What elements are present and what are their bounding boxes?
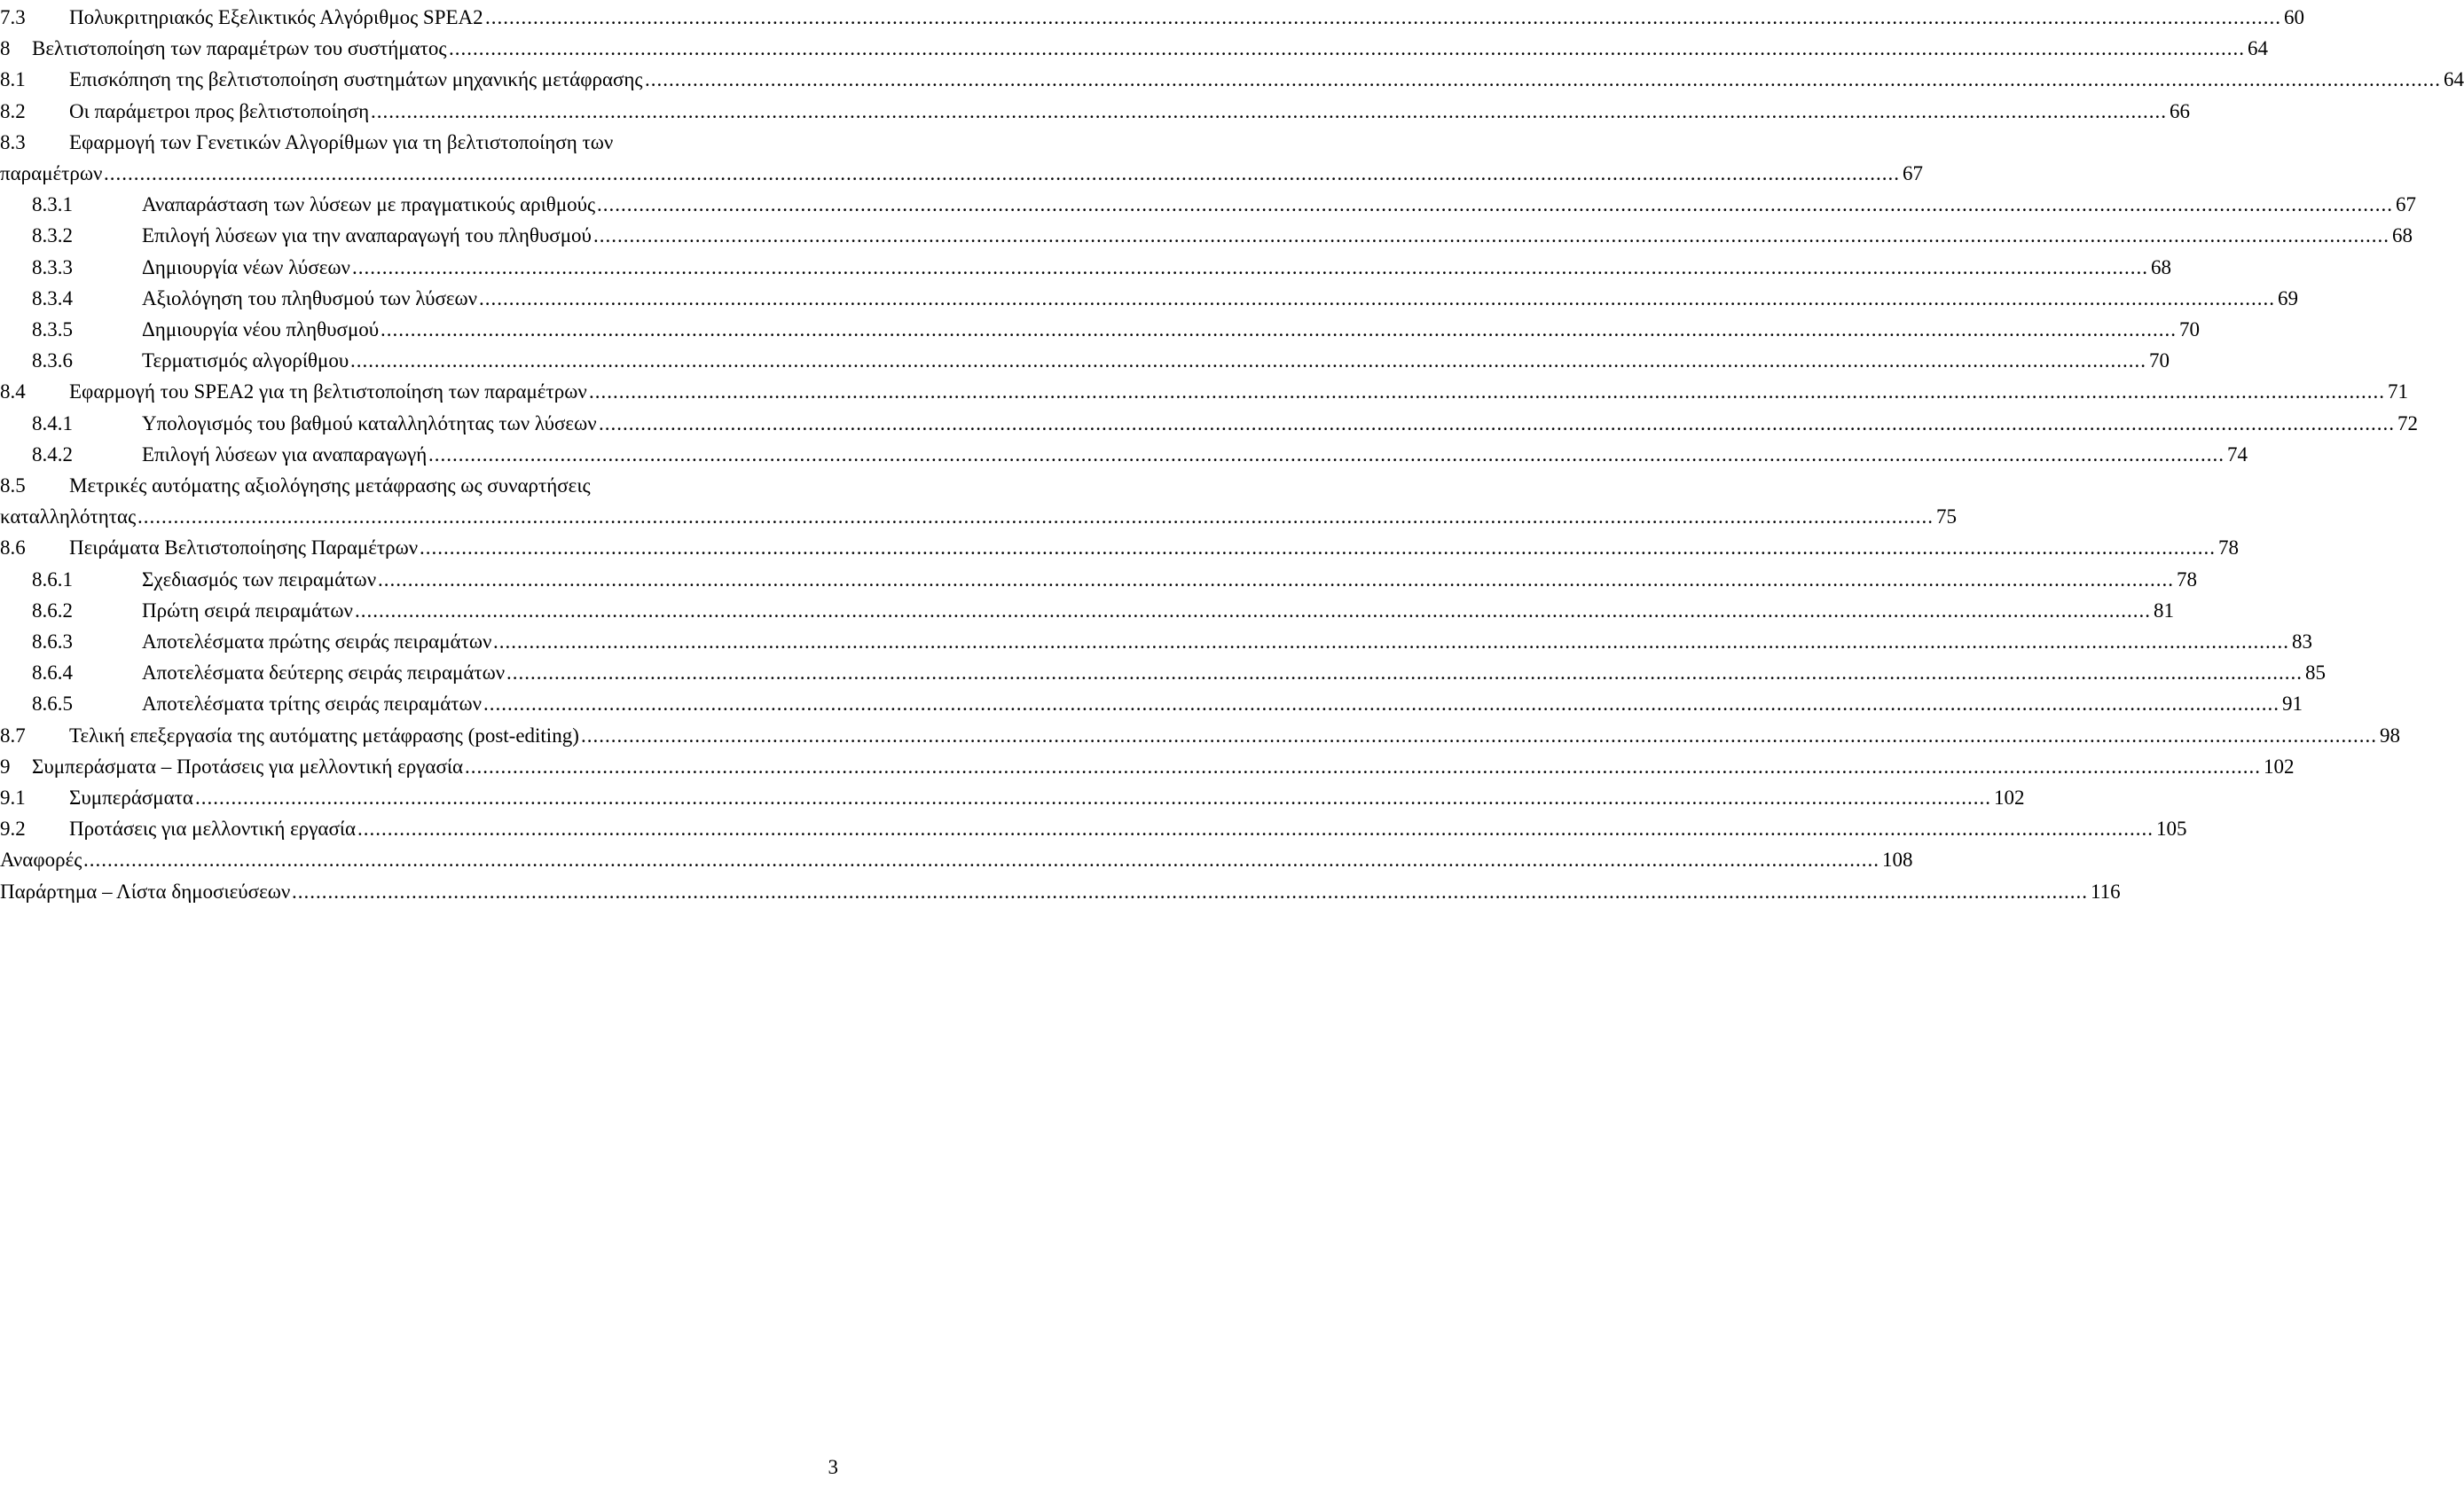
toc-title-continuation: παραμέτρων [0, 162, 103, 184]
toc-title: Τερματισμός αλγορίθμου [142, 349, 349, 372]
toc-page-number: 67 [1903, 162, 1923, 184]
toc-number: 8.3.3 [32, 255, 73, 278]
toc-entry[interactable] [0, 33, 2268, 64]
toc-number: 8.4.1 [32, 411, 73, 434]
toc-number: 8.1 [0, 68, 26, 91]
toc-page-number: 68 [2151, 255, 2171, 278]
toc-title: Αποτελέσματα πρώτης σειράς πειραμάτων [142, 630, 492, 653]
toc-number: 8.6.2 [32, 599, 73, 622]
toc-title: Τελική επεξεργασία της αυτόματης μετάφρασης (post-editing) [69, 724, 579, 747]
toc-title: Υπολογισμός του βαθμού καταλληλότητας των λύσεων [142, 411, 597, 434]
dot-leader: ............................................................................................................................................................................................................................................................................................................ [420, 536, 2216, 560]
toc-number: 8 [0, 37, 11, 60]
toc-number: 8.6.4 [32, 661, 73, 685]
toc-number: 8.2 [0, 99, 26, 122]
toc-title: Επιλογή λύσεων για την αναπαραγωγή του πληθυσμού [142, 224, 592, 247]
toc-title: Αναφορές [0, 849, 82, 872]
dot-leader: ............................................................................................................................................................................................................................................................................................................ [381, 318, 2177, 340]
toc-number: 7.3 [0, 6, 26, 28]
toc-page-number: 68 [2392, 224, 2413, 247]
toc-entry[interactable] [0, 657, 2326, 688]
toc-page-number: 74 [2227, 442, 2248, 466]
toc-entry[interactable] [0, 96, 2190, 127]
toc-title: Δημιουργία νέου πληθυσμού [142, 318, 380, 340]
toc-number: 8.4.2 [32, 442, 73, 466]
toc-entry[interactable] [0, 720, 2400, 751]
toc-title: Μετρικές αυτόματης αξιολόγησης μετάφρασης ως συναρτήσεις [69, 474, 591, 497]
toc-page-number: 64 [2444, 68, 2464, 91]
dot-leader: ............................................................................................................................................................................................................................................................................................................ [483, 693, 2280, 716]
toc-page-number: 83 [2292, 630, 2312, 653]
toc-entry[interactable] [0, 64, 2464, 95]
dot-leader: ............................................................................................................................................................................................................................................................................................................ [465, 755, 2261, 778]
page-number: 3 [828, 1456, 838, 1478]
toc-page-number: 91 [2282, 693, 2303, 716]
toc-entry[interactable] [0, 220, 2413, 251]
toc-number: 8.6.5 [32, 693, 73, 716]
dot-leader: ............................................................................................................................................................................................................................................................................................................ [83, 849, 1879, 872]
dot-leader: ............................................................................................................................................................................................................................................................................................................ [292, 880, 2088, 903]
toc-title: Πολυκριτηριακός Εξελικτικός Αλγόριθμος SPEA2 [69, 6, 483, 28]
dot-leader: ............................................................................................................................................................................................................................................................................................................ [506, 661, 2303, 685]
toc-entry[interactable] [0, 345, 2170, 376]
toc-title: Αποτελέσματα τρίτης σειράς πειραμάτων [142, 693, 483, 716]
toc-entry[interactable] [0, 2, 2304, 33]
toc-entry[interactable] [0, 564, 2197, 595]
dot-leader: ............................................................................................................................................................................................................................................................................................................ [350, 349, 2146, 372]
toc-entry[interactable] [0, 439, 2248, 470]
toc-number: 8.4 [0, 380, 26, 403]
toc-title: Αξιολόγηση του πληθυσμού των λύσεων [142, 286, 478, 309]
toc-number: 8.3.1 [32, 193, 73, 216]
toc-number: 8.3.5 [32, 318, 73, 340]
toc-page-number: 105 [2156, 818, 2187, 841]
toc-entry[interactable] [0, 751, 2295, 782]
toc-entry[interactable] [0, 813, 2187, 844]
toc-title: Αναπαράσταση των λύσεων με πραγματικούς αριθμούς [142, 193, 596, 216]
toc-page-number: 70 [2149, 349, 2170, 372]
toc-page-number: 78 [2177, 567, 2197, 591]
toc-number: 9.2 [0, 818, 26, 841]
dot-leader: ............................................................................................................................................................................................................................................................................................................ [428, 442, 2225, 466]
toc-page-number: 70 [2179, 318, 2200, 340]
toc-number: 8.6 [0, 536, 26, 560]
toc-page-number: 108 [1882, 849, 1913, 872]
toc-number: 8.7 [0, 724, 26, 747]
toc-title: Εφαρμογή των Γενετικών Αλγορίθμων για τη βελτιστοποίηση των [69, 130, 614, 153]
dot-leader: ............................................................................................................................................................................................................................................................................................................ [449, 37, 2245, 60]
toc-page-number: 71 [2388, 380, 2408, 403]
toc-page-number: 85 [2305, 661, 2326, 685]
toc-page-number: 72 [2397, 411, 2418, 434]
toc-page-number: 66 [2170, 99, 2190, 122]
dot-leader: ............................................................................................................................................................................................................................................................................................................ [378, 567, 2174, 591]
toc-entry[interactable] [0, 283, 2298, 314]
toc-number: 8.6.1 [32, 567, 73, 591]
toc-entry-continuation[interactable] [0, 501, 1957, 532]
toc-page-number: 64 [2248, 37, 2268, 60]
toc-title: Επιλογή λύσεων για αναπαραγωγή [142, 442, 428, 466]
toc-title: Οι παράμετροι προς βελτιστοποίηση [69, 99, 370, 122]
dot-leader: ............................................................................................................................................................................................................................................................................................................ [581, 724, 2377, 747]
toc-entry[interactable] [0, 252, 2171, 283]
dot-leader: ............................................................................................................................................................................................................................................................................................................ [104, 162, 1900, 184]
toc-number: 9.1 [0, 787, 26, 809]
dot-leader: ............................................................................................................................................................................................................................................................................................................ [355, 599, 2151, 622]
dot-leader: ............................................................................................................................................................................................................................................................................................................ [357, 818, 2154, 841]
toc-title: Βελτιστοποίηση των παραμέτρων του συστήματος [32, 37, 447, 60]
dot-leader: ............................................................................................................................................................................................................................................................................................................ [485, 6, 2281, 28]
toc-page-number: 116 [2091, 880, 2121, 903]
toc-entry[interactable] [0, 532, 2239, 563]
toc-entry[interactable] [0, 626, 2312, 657]
toc-entry[interactable] [0, 782, 2025, 813]
toc-title: Πειράματα Βελτιστοποίησης Παραμέτρων [69, 536, 419, 560]
toc-number: 8.3 [0, 130, 26, 153]
dot-leader: ............................................................................................................................................................................................................................................................................................................ [597, 193, 2393, 216]
toc-title: Αποτελέσματα δεύτερης σειράς πειραμάτων [142, 661, 506, 685]
toc-entry-continuation[interactable] [0, 158, 1923, 189]
toc-page-number: 67 [2396, 193, 2416, 216]
toc-title: Πρώτη σειρά πειραμάτων [142, 599, 353, 622]
toc-page-number: 81 [2154, 599, 2174, 622]
toc-entry[interactable] [0, 688, 2303, 719]
toc-number: 8.3.2 [32, 224, 73, 247]
toc-number: 8.3.4 [32, 286, 73, 309]
toc-title: Εφαρμογή του SPEA2 για τη βελτιστοποίηση των παραμέτρων [69, 380, 587, 403]
toc-entry[interactable] [0, 376, 2408, 407]
toc-title: Προτάσεις για μελλοντική εργασία [69, 818, 357, 841]
toc-number: 8.5 [0, 474, 26, 497]
toc-title: Παράρτημα – Λίστα δημοσιεύσεων [0, 880, 291, 903]
dot-leader: ............................................................................................................................................................................................................................................................................................................ [137, 505, 1934, 528]
toc-entry[interactable] [0, 470, 795, 501]
dot-leader: ............................................................................................................................................................................................................................................................................................................ [593, 224, 2389, 247]
toc-number: 8.3.6 [32, 349, 73, 372]
toc-title: Συμπεράσματα [69, 787, 193, 809]
toc-entry[interactable] [0, 876, 2121, 907]
toc-page-number: 78 [2218, 536, 2239, 560]
dot-leader: ............................................................................................................................................................................................................................................................................................................ [195, 787, 1991, 809]
toc-entry[interactable] [0, 314, 2200, 345]
toc-entry[interactable] [0, 595, 2174, 626]
dot-leader: ............................................................................................................................................................................................................................................................................................................ [645, 68, 2441, 91]
dot-leader: ............................................................................................................................................................................................................................................................................................................ [371, 99, 2167, 122]
toc-page-number: 69 [2278, 286, 2298, 309]
toc-page-number: 98 [2380, 724, 2400, 747]
toc-entry[interactable] [0, 408, 2418, 439]
toc-page-number: 75 [1936, 505, 1957, 528]
toc-entry[interactable] [0, 189, 2416, 220]
toc-page-number: 102 [2264, 755, 2295, 778]
dot-leader: ............................................................................................................................................................................................................................................................................................................ [352, 255, 2148, 278]
toc-entry[interactable] [0, 844, 1913, 875]
toc-page-number: 60 [2284, 6, 2304, 28]
toc-title: Δημιουργία νέων λύσεων [142, 255, 350, 278]
toc-title-continuation: καταλληλότητας [0, 505, 137, 528]
toc-entry[interactable] [0, 127, 795, 158]
toc-number: 9 [0, 755, 11, 778]
dot-leader: ............................................................................................................................................................................................................................................................................................................ [493, 630, 2289, 653]
toc-title: Συμπεράσματα – Προτάσεις για μελλοντική εργασία [32, 755, 464, 778]
toc-page-number: 102 [1994, 787, 2025, 809]
dot-leader: ............................................................................................................................................................................................................................................................................................................ [589, 380, 2385, 403]
toc-title: Επισκόπηση της βελτιστοποίηση συστημάτων μηχανικής μετάφρασης [69, 68, 643, 91]
dot-leader: ............................................................................................................................................................................................................................................................................................................ [479, 286, 2275, 309]
toc-number: 8.6.3 [32, 630, 73, 653]
toc-title: Σχεδιασμός των πειραμάτων [142, 567, 377, 591]
dot-leader: ............................................................................................................................................................................................................................................................................................................ [599, 411, 2395, 434]
